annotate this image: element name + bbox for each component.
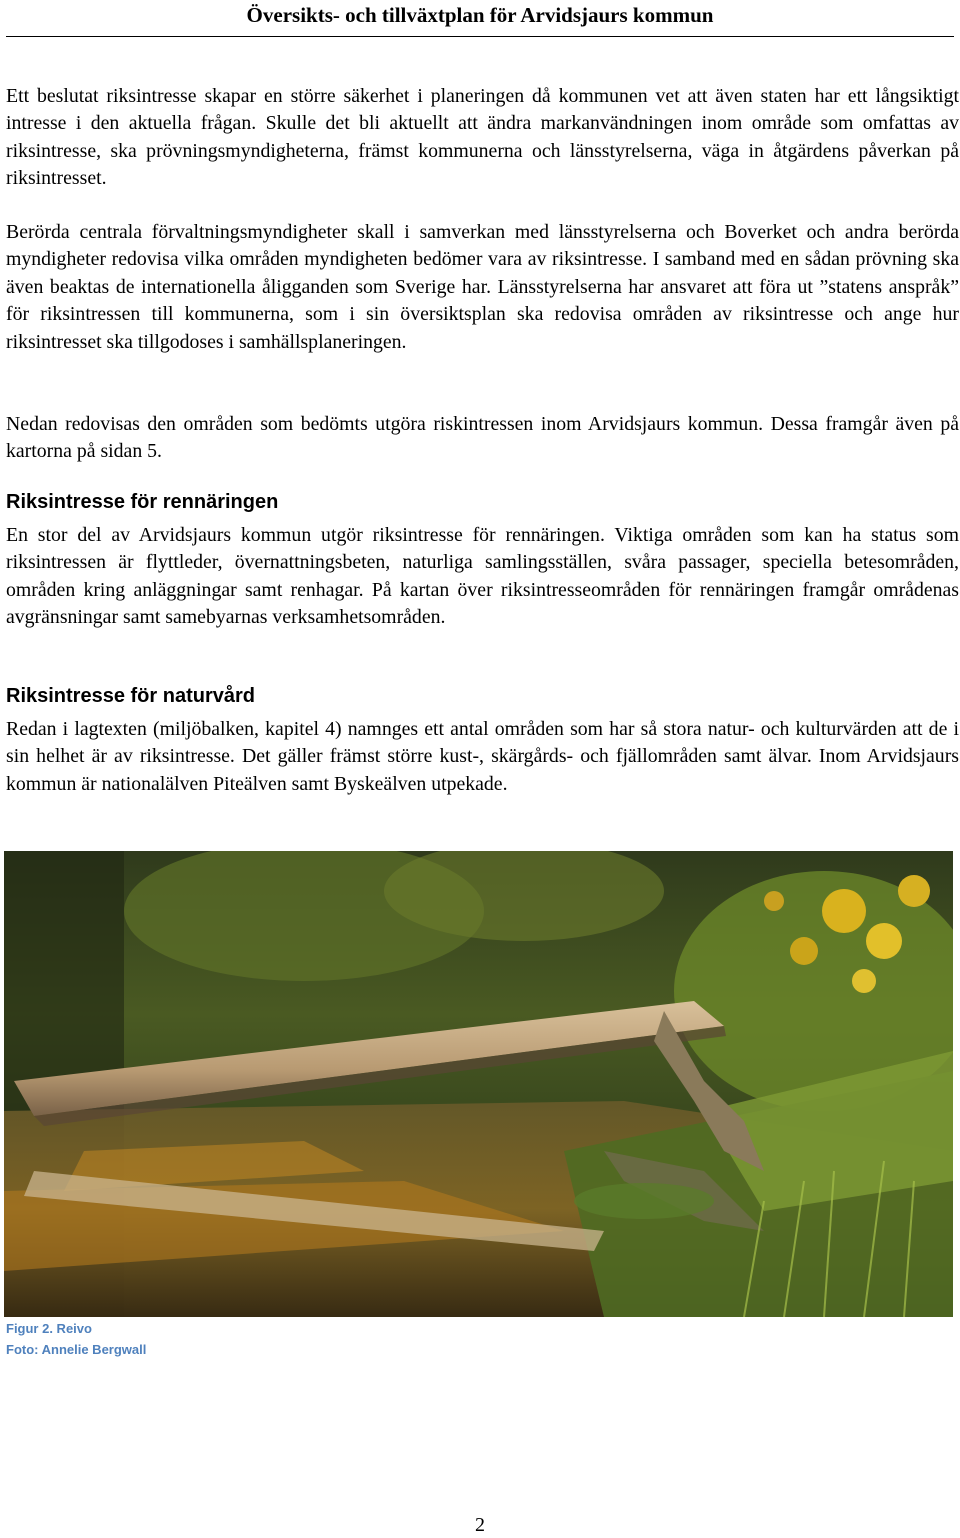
figure-credit: Foto: Annelie Bergwall — [6, 1342, 147, 1357]
paragraph-rennaring: En stor del av Arvidsjaurs kommun utgör riksintresse för rennäringen. Viktiga områden som kan ha status som riksintressen är flyttleder, övernattningsbeten, naturliga samlingsställen, svåra passager, speciella betesområden, områden kring anläggningar samt renhagar. På kartan över riksintresseområden för rennäringen framgår områdenas avgränsningar samt samebyarnas verksamhetsområden. — [6, 524, 959, 629]
paragraph-naturvard: Redan i lagtexten (miljöbalken, kapitel 4) namnges ett antal områden som har så stora natur- och kulturvärden att de i sin helhet är av riksintresse. Det gäller främst större kust-, skärgårds- och fjällområden samt älvar. Inom Arvidsjaurs kommun är nationalälven Piteälven samt Byskeälven utpekade. — [6, 718, 959, 795]
heading-rennaring: Riksintresse för rennäringen — [6, 491, 279, 513]
paragraph-riksintresse-intro: Ett beslutat riksintresse skapar en större säkerhet i planeringen då kommunen vet att även staten har ett långsiktigt intresse i den aktuella frågan. Skulle det bli aktuellt att ändra markanvändningen inom område som omfattas av riksintresse, ska prövningsmyndigheterna, främst kommunerna och länsstyrelserna, väga in åtgärdens påverkan på riksintresset. — [6, 85, 959, 190]
header-divider — [6, 36, 954, 37]
figure-caption: Figur 2. Reivo — [6, 1321, 92, 1336]
page-number: 2 — [475, 1514, 485, 1536]
paragraph-nedan-redovisas: Nedan redovisas den områden som bedömts utgöra riskintressen inom Arvidsjaurs kommun. Dessa framgår även på kartorna på sidan 5. — [6, 413, 959, 463]
paragraph-myndigheter: Berörda centrala förvaltningsmyndigheter skall i samverkan med länsstyrelserna och Boverket och andra berörda myndigheter redovisa vilka områden myndigheten bedömer vara av riksintresse. I samband med en sådan prövning ska även beaktas de internationella åligganden som Sverige har. Länsstyrelserna har ansvaret att föra ut ”statens anspråk” för riksintressen till kommunerna, som i sin översiktsplan ska redovisa områden av riksintresse och ange hur riksintresset ska tillgodoses i samhällsplaneringen. — [6, 221, 959, 353]
heading-naturvard: Riksintresse för naturvård — [6, 685, 255, 707]
reivo-photo — [4, 851, 953, 1317]
page-header-title: Översikts- och tillväxtplan för Arvidsjaurs kommun — [246, 3, 714, 27]
